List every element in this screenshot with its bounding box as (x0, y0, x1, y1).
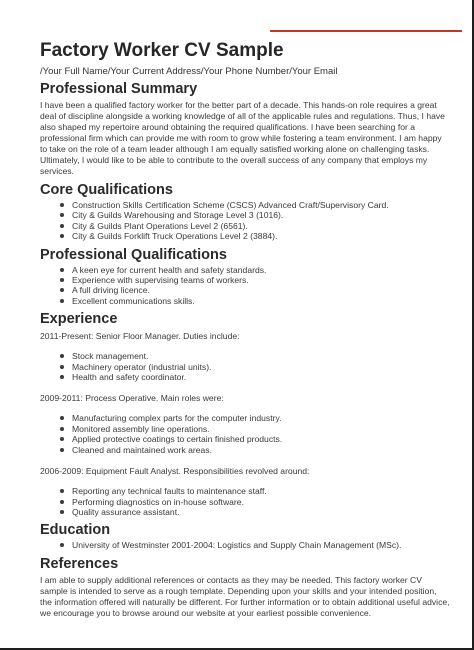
experience-section (40, 310, 450, 517)
job-title: 2011-Present: Senior Floor Manager. Duties include: (40, 331, 240, 342)
job-title: 2009-2011: Process Operative. Main roles were: (40, 393, 224, 404)
job-duties-list (40, 351, 450, 382)
section-heading-professional: Professional Qualifications (40, 246, 227, 263)
section-heading-summary: Professional Summary (40, 81, 198, 97)
list-item: Machinery operator (industrial units). (72, 362, 450, 372)
list-item: Health and safety coordinator. (72, 372, 450, 382)
core-qualifications-section (40, 181, 450, 242)
list-item: A keen eye for current health and safety standards. (72, 265, 450, 275)
contact-details: /Your Full Name/Your Current Address/Your Phone Number/Your Email (40, 66, 338, 77)
header-accent-line (270, 30, 462, 32)
section-heading-core: Core Qualifications (40, 182, 173, 198)
references-text: I am able to supply additional references or contacts as they may be needed. This factory worker CV sample is intended to serve as a rough template. Depending upon your skills and your intended position, the information offered will naturally be different. For further information or to obtain additional useful advice, we encourage you to browse around our website at your earliest possible convenience. (40, 574, 450, 618)
list-item: University of Westminster 2001-2004: Logistics and Supply Chain Management (MSc). (72, 540, 450, 550)
list-item: Cleaned and maintained work areas. (72, 445, 450, 455)
job-entry (40, 393, 450, 455)
references-section (40, 555, 450, 619)
list-item: Reporting any technical faults to maintenance staff. (72, 486, 450, 496)
job-entry (40, 466, 450, 517)
cv-title: Factory Worker CV Sample (40, 40, 284, 61)
list-item: Monitored assembly line operations. (72, 424, 450, 434)
list-item: Manufacturing complex parts for the computer industry. (72, 413, 450, 423)
education-section (40, 521, 450, 550)
list-item: Experience with supervising teams of workers. (72, 275, 450, 285)
job-duties-list (40, 486, 450, 517)
education-list (40, 540, 450, 550)
list-item: Stock management. (72, 351, 450, 361)
professional-qualifications-list (40, 265, 450, 307)
job-title: 2006-2009: Equipment Fault Analyst. Responsibilities revolved around: (40, 466, 310, 477)
professional-summary-section (40, 80, 450, 177)
list-item: Construction Skills Certification Scheme (CSCS) Advanced Craft/Supervisory Card. (72, 200, 450, 210)
professional-qualifications-section (40, 246, 450, 307)
core-qualifications-list (40, 200, 450, 242)
section-heading-education: Education (40, 522, 111, 539)
list-item: City & Guilds Plant Operations Level 2 (6561). (72, 221, 450, 231)
section-heading-references: References (40, 555, 119, 572)
list-item: Quality assurance assistant. (72, 507, 450, 517)
summary-text: I have been a qualified factory worker for the better part of a decade. This hands-on role requires a great deal of discipline alongside a working knowledge of all of the applicable rules and regulations. Thus, I have also shaped my repertoire around obtaining the required qualifications. I have been searching for a professional firm which can provide me with room to grow while fostering a team environment. I am happy to take on the role of a team leader although I am equally satisfied working alone on challenging tasks. Ultimately, I would like to be able to contribute to the overall success of any company that employs my services. (40, 100, 445, 176)
cv-body (40, 80, 450, 619)
list-item: A full driving licence. (72, 285, 450, 295)
job-duties-list (40, 413, 450, 455)
list-item: Applied protective coatings to certain finished products. (72, 434, 450, 444)
job-entry (40, 331, 450, 382)
list-item: City & Guilds Forklift Truck Operations Level 2 (3884). (72, 231, 450, 241)
section-heading-experience: Experience (40, 311, 118, 328)
list-item: Performing diagnostics on in-house software. (72, 497, 450, 507)
list-item: City & Guilds Warehousing and Storage Level 3 (1016). (72, 210, 450, 220)
list-item: Excellent communications skills. (72, 296, 450, 306)
